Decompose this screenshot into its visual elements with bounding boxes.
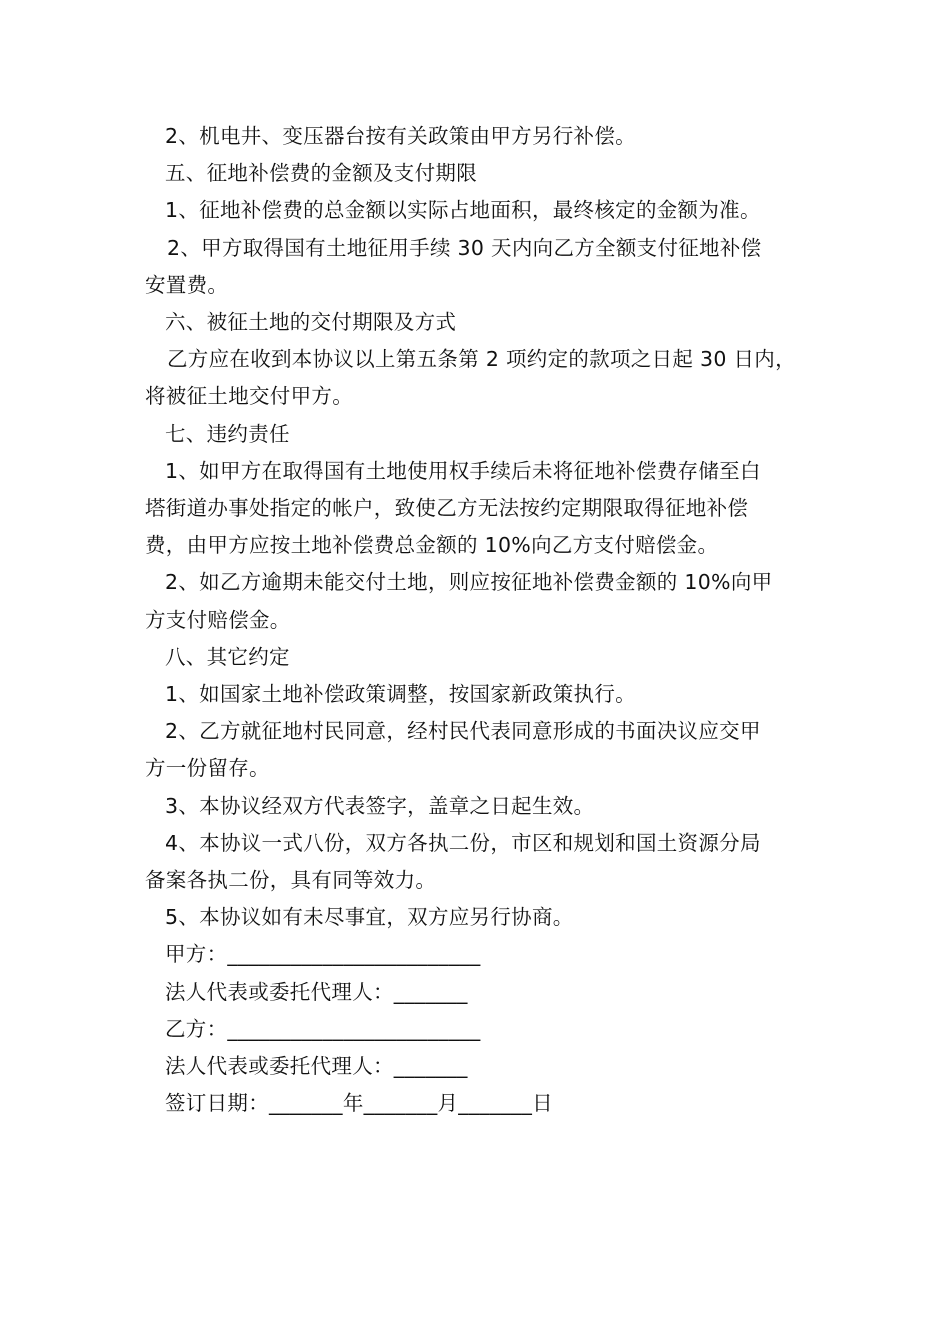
clause-8-item-4-line-1: 4、本协议一式八份，双方各执二份，市区和规划和国土资源分局 bbox=[165, 830, 761, 855]
clause-7-item-2-line-2: 方支付赔偿金。 bbox=[145, 607, 291, 632]
party-a-representative-line: 法人代表或委托代理人：_______ bbox=[165, 979, 468, 1004]
clause-6-line-1: 乙方应在收到本协议以上第五条第 2 项约定的款项之日起 30 日内， bbox=[167, 347, 796, 372]
clause-7-item-1-line-3: 费，由甲方应按土地补偿费总金额的 10%向乙方支付赔偿金。 bbox=[145, 533, 719, 558]
clause-8-item-2-line-2: 方一份留存。 bbox=[145, 756, 270, 781]
clause-5-item-1: 1、征地补偿费的总金额以实际占地面积，最终核定的金额为准。 bbox=[165, 198, 761, 223]
clause-5-item-2-line-1: 2、甲方取得国有土地征用手续 30 天内向乙方全额支付征地补偿 bbox=[167, 235, 762, 260]
document-body bbox=[145, 118, 825, 1122]
party-a-signature-line: 甲方：________________________ bbox=[165, 942, 481, 967]
party-b-signature-line: 乙方：________________________ bbox=[165, 1016, 481, 1041]
clause-8-item-4-line-2: 备案各执二份，具有同等效力。 bbox=[145, 868, 437, 893]
section-5-heading: 五、征地补偿费的金额及支付期限 bbox=[165, 161, 477, 186]
section-7-heading: 七、违约责任 bbox=[165, 421, 290, 446]
clause-8-item-1: 1、如国家土地补偿政策调整，按国家新政策执行。 bbox=[165, 682, 636, 707]
clause-7-item-2-line-1: 2、如乙方逾期未能交付土地，则应按征地补偿费金额的 10%向甲 bbox=[165, 570, 773, 595]
clause-4-item-2: 2、机电井、变压器台按有关政策由甲方另行补偿。 bbox=[165, 124, 636, 148]
clause-7-item-1-line-2: 塔街道办事处指定的帐户，致使乙方无法按约定期限取得征地补偿 bbox=[145, 496, 749, 521]
clause-8-item-3: 3、本协议经双方代表签字，盖章之日起生效。 bbox=[165, 793, 595, 818]
section-6-heading: 六、被征土地的交付期限及方式 bbox=[165, 310, 457, 335]
clause-6-line-2: 将被征土地交付甲方。 bbox=[145, 384, 353, 409]
signing-date-line: 签订日期：_______年_______月_______日 bbox=[165, 1091, 553, 1116]
party-b-representative-line: 法人代表或委托代理人：_______ bbox=[165, 1054, 468, 1079]
section-8-heading: 八、其它约定 bbox=[165, 644, 290, 669]
clause-5-item-2-line-2: 安置费。 bbox=[145, 272, 229, 297]
clause-8-item-2-line-1: 2、乙方就征地村民同意，经村民代表同意形成的书面决议应交甲 bbox=[165, 719, 761, 744]
clause-7-item-1-line-1: 1、如甲方在取得国有土地使用权手续后未将征地补偿费存储至白 bbox=[165, 458, 761, 483]
clause-8-item-5: 5、本协议如有未尽事宜，双方应另行协商。 bbox=[165, 905, 574, 930]
